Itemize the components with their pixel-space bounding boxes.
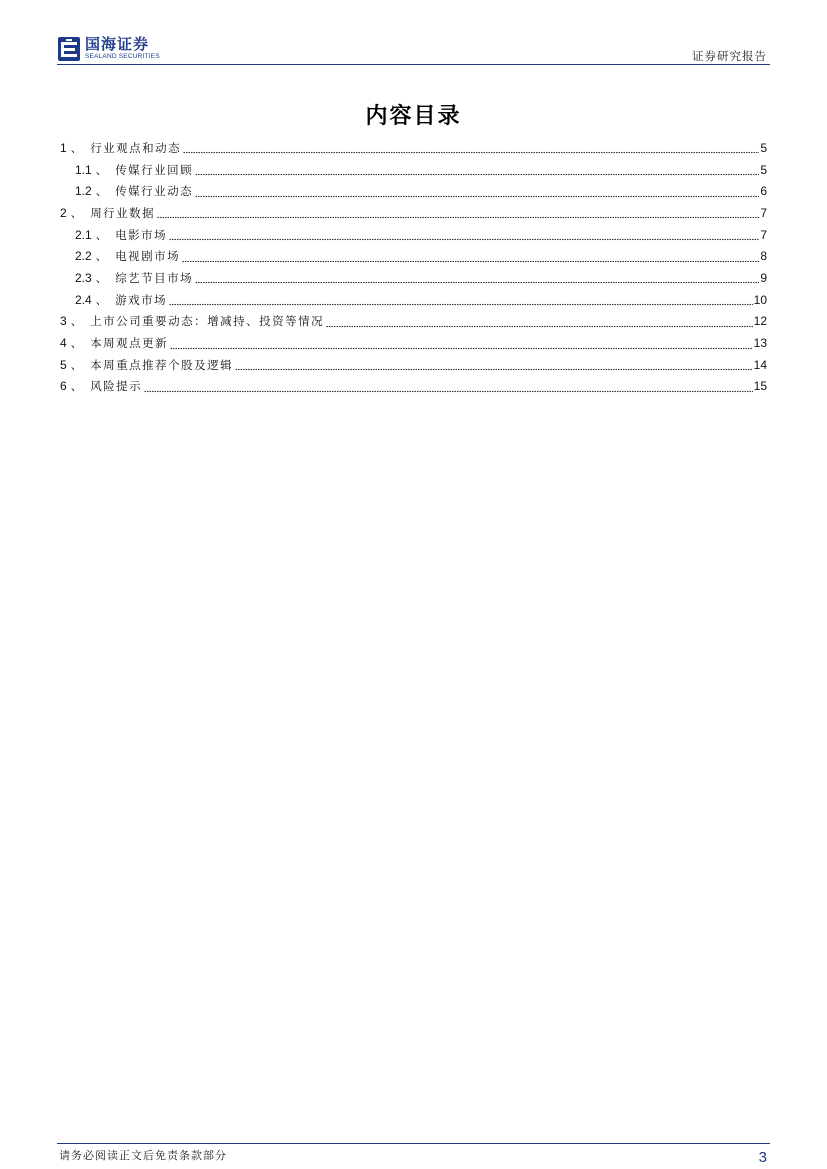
toc-entry-6[interactable] [60,376,767,398]
toc-entry-number: 6 [60,379,67,394]
toc-entry-4[interactable] [60,332,767,354]
toc-entry-number: 5 [60,357,67,372]
toc-entry-1-1[interactable] [60,159,767,181]
toc-entry-title: 电影市场 [115,227,168,242]
toc-entry-separator: 、 [95,227,108,242]
toc-entry-page: 12 [753,314,767,329]
toc-entry-page: 5 [760,162,767,177]
footer-divider [57,1143,770,1144]
toc-entry-separator: 、 [95,162,108,177]
toc-title: 内容目录 [365,104,462,129]
toc-dot-leader [195,188,759,199]
toc-entry-page: 13 [753,336,767,351]
toc-entry-page: 10 [753,292,767,307]
toc-entry-number: 2.2 [75,249,92,264]
logo-chinese-name: 国海证券 [85,35,150,53]
report-type-label: 证券研究报告 [692,49,767,63]
toc-entry-title: 行业观点和动态 [90,140,182,155]
toc-entry-title: 本周重点推荐个股及逻辑 [90,357,234,372]
toc-entry-number: 2 [60,205,67,220]
toc-entry-page: 5 [760,140,767,155]
toc-entry-number: 1 [60,140,67,155]
toc-entry-separator: 、 [95,292,108,307]
toc-dot-leader [182,253,759,264]
toc-entry-page: 7 [760,205,767,220]
toc-dot-leader [144,383,752,394]
toc-dot-leader [195,274,759,285]
toc-entry-number: 1.2 [75,184,92,199]
toc-entry-number: 3 [60,314,67,329]
toc-entry-2-2[interactable] [60,245,767,267]
toc-entry-title: 周行业数据 [90,205,156,220]
toc-entry-separator: 、 [95,270,108,285]
toc-dot-leader [169,296,752,307]
toc-entry-page: 6 [760,184,767,199]
toc-dot-leader [170,340,752,351]
toc-dot-leader [235,361,752,372]
header-divider [57,64,770,65]
toc-entry-number: 2.3 [75,270,92,285]
toc-entry-title: 综艺节目市场 [115,270,194,285]
toc-entry-title: 本周观点更新 [90,336,169,351]
company-logo [57,36,187,64]
toc-entry-title: 风险提示 [90,379,143,394]
toc-entry-1[interactable] [60,137,767,159]
toc-entry-title: 传媒行业回顾 [115,162,194,177]
toc-entry-separator: 、 [95,184,108,199]
logo-english-name: SEALAND SECURITIES [85,53,160,60]
table-of-contents [60,137,767,397]
toc-entry-title: 传媒行业动态 [115,184,194,199]
toc-entry-1-2[interactable] [60,180,767,202]
toc-entry-separator: 、 [70,357,83,372]
toc-entry-page: 9 [760,270,767,285]
footer-disclaimer: 请务必阅读正文后免责条款部分 [59,1149,227,1162]
toc-entry-2[interactable] [60,202,767,224]
toc-entry-title: 电视剧市场 [115,249,181,264]
toc-entry-title: 游戏市场 [115,292,168,307]
toc-dot-leader [326,318,752,329]
toc-entry-page: 8 [760,249,767,264]
toc-entry-number: 2.4 [75,292,92,307]
toc-entry-3[interactable] [60,311,767,333]
toc-entry-separator: 、 [70,205,83,220]
toc-entry-title: 上市公司重要动态：增减持、投资等情况 [90,314,325,329]
toc-entry-separator: 、 [70,140,83,155]
toc-dot-leader [157,209,759,220]
page-number: 3 [758,1149,767,1166]
toc-dot-leader [169,231,759,242]
toc-entry-page: 7 [760,227,767,242]
toc-entry-page: 15 [753,379,767,394]
toc-entry-number: 1.1 [75,162,92,177]
toc-dot-leader [195,166,759,177]
toc-entry-separator: 、 [70,314,83,329]
toc-entry-separator: 、 [95,249,108,264]
toc-dot-leader [183,144,759,155]
toc-entry-separator: 、 [70,379,83,394]
page-header [57,34,767,64]
sealand-logo-icon [57,36,81,62]
toc-entry-separator: 、 [70,336,83,351]
toc-entry-2-4[interactable] [60,289,767,311]
toc-entry-2-1[interactable] [60,224,767,246]
toc-entry-5[interactable] [60,354,767,376]
toc-entry-number: 4 [60,336,67,351]
toc-entry-number: 2.1 [75,227,92,242]
toc-entry-2-3[interactable] [60,267,767,289]
toc-entry-page: 14 [753,357,767,372]
